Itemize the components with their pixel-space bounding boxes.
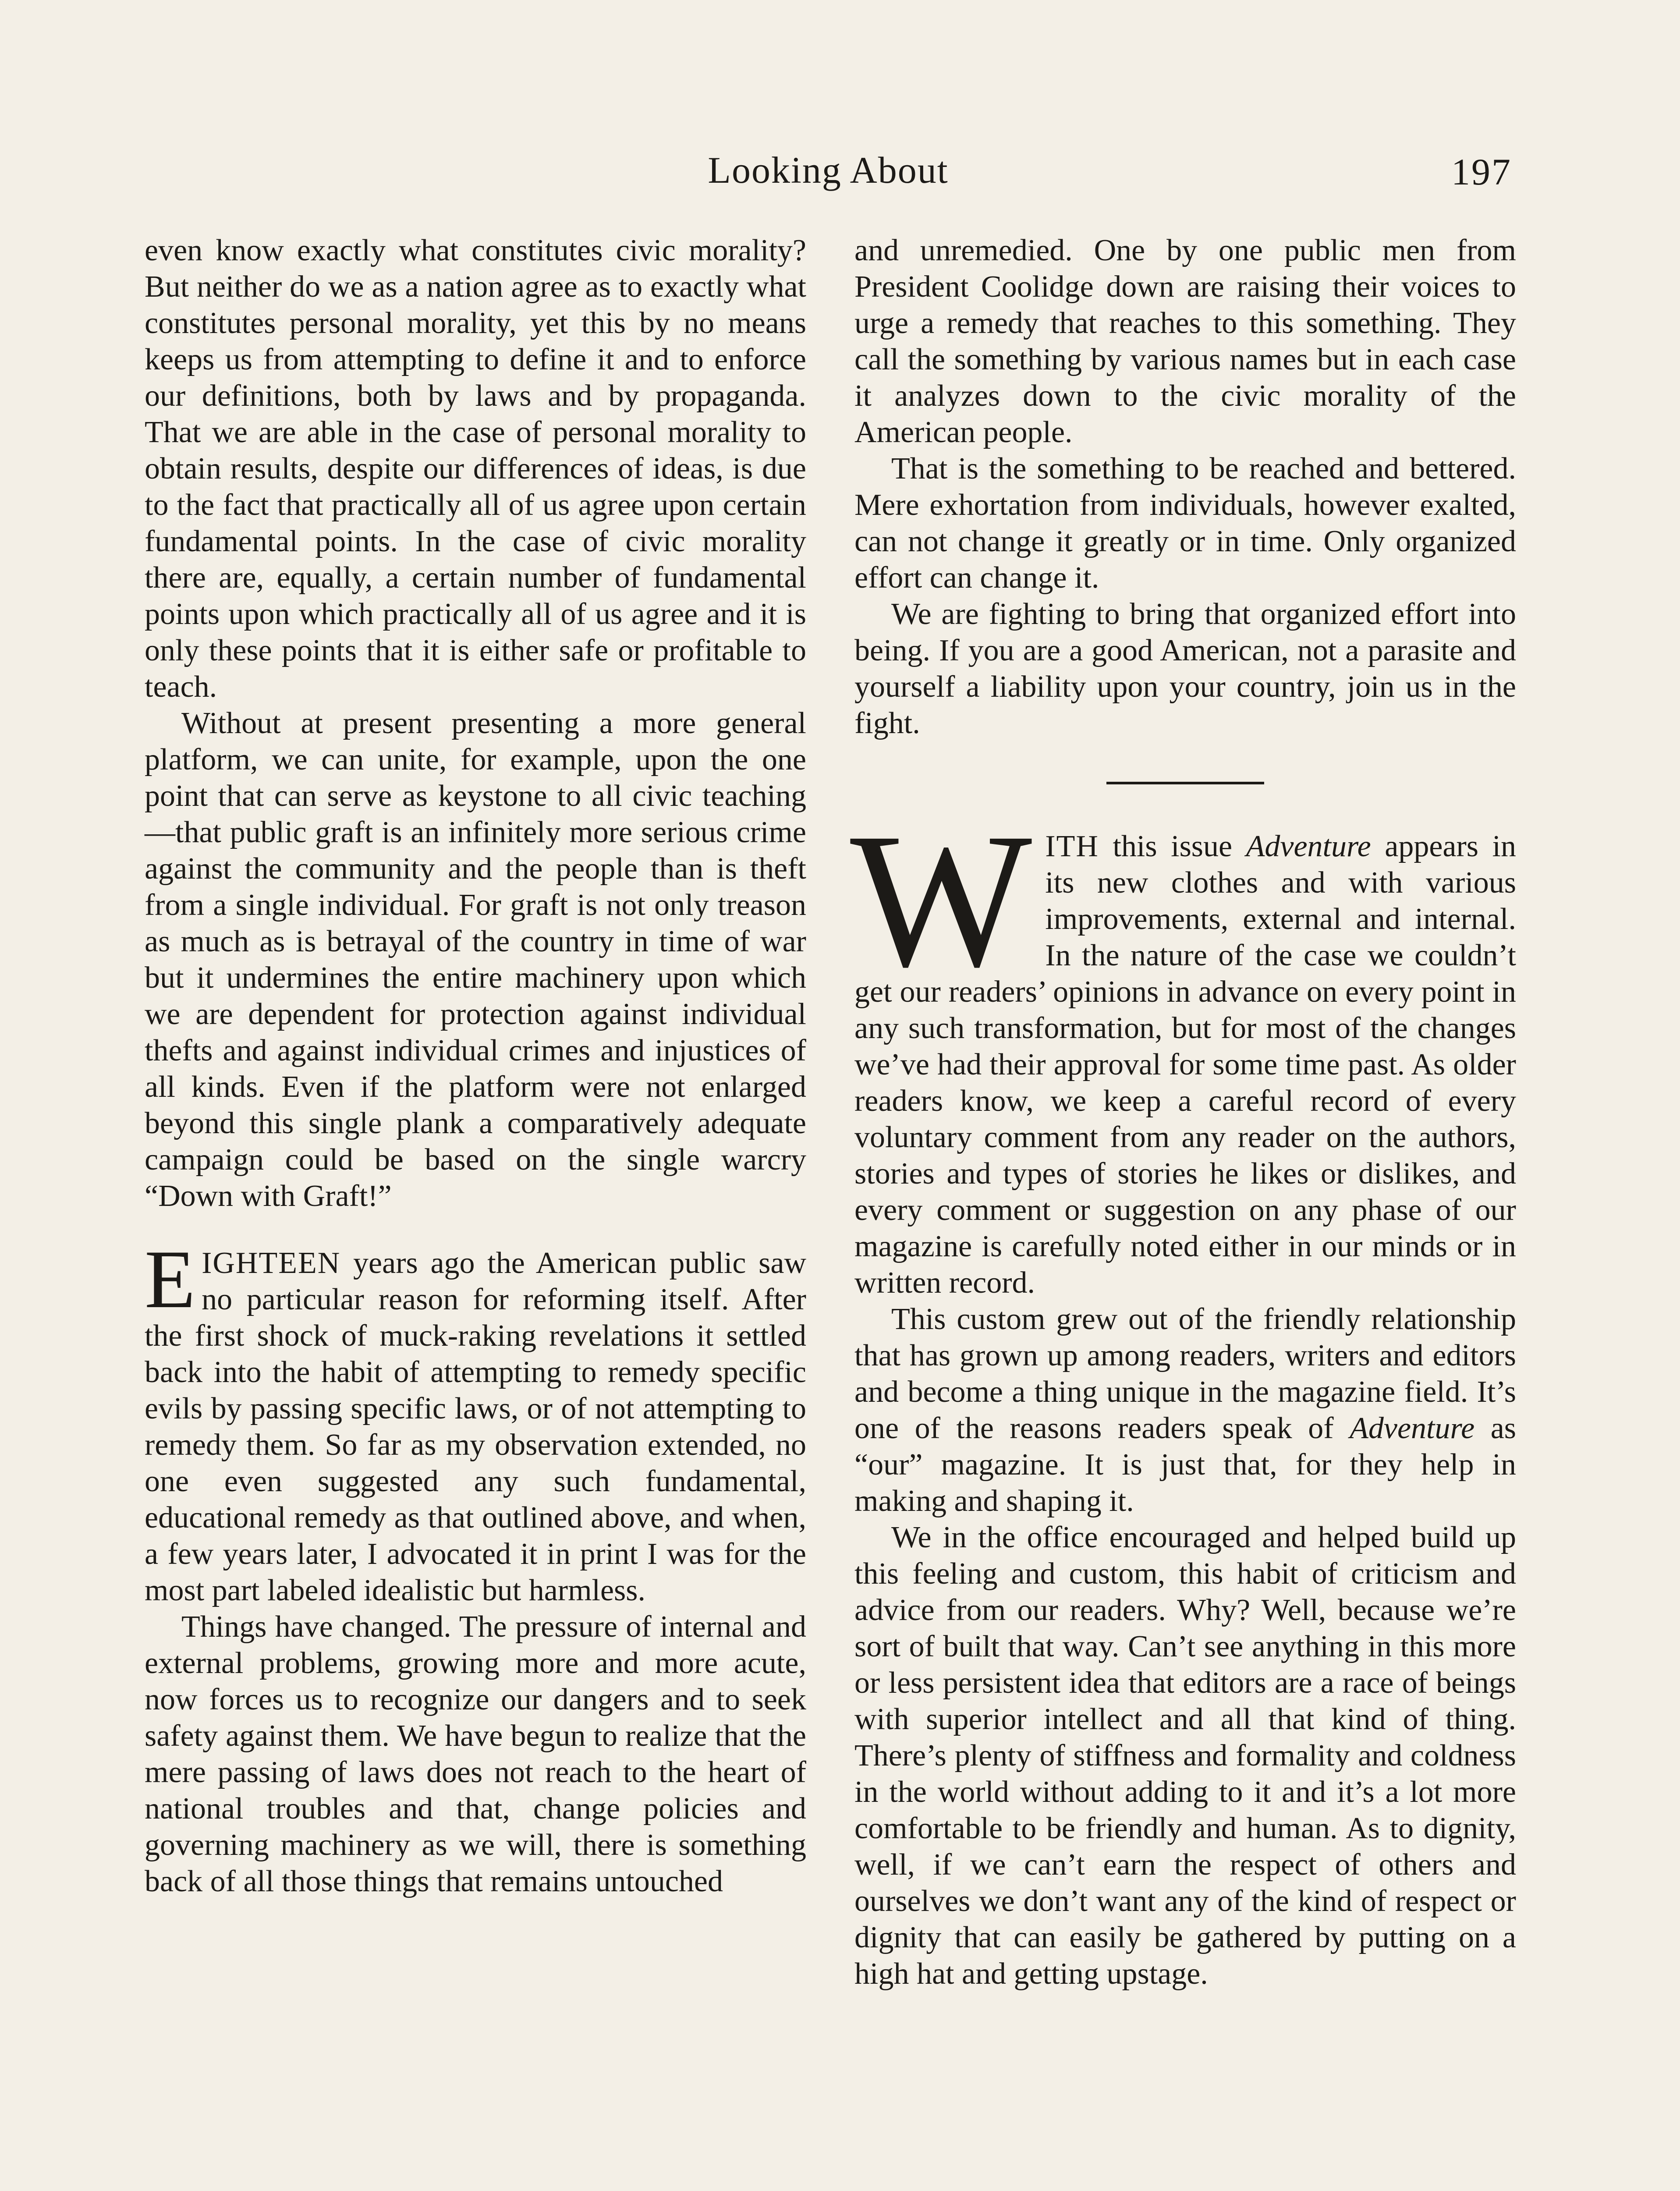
right-paragraph-4-text-b: appears in its new clothes and with various improvements, external and internal. In the nature of the case we couldn’t get our readers’ opinions in advance on every point in any such transformation, but for most of the changes we’ve had their approval for some time past. As older readers know, we keep a careful record of every voluntary comment from any reader on the authors, stories and types of stories he likes or dislikes, and every comment or suggestion on any phase of our magazine is carefully noted either in our minds or in written record.	[854, 830, 1516, 1300]
right-column	[850, 232, 1517, 1992]
right-paragraph-5-text-a: This custom grew out of the friendly relationship that has grown up among readers, writers and editors and become a thing unique in the magazine field. It’s one of the reasons readers speak of	[854, 1302, 1516, 1445]
right-paragraph-2: That is the something to be reached and bettered. Mere exhortation from individuals, however exalted, can not change it greatly or in time. Only organized effort can change it.	[854, 452, 1516, 595]
left-paragraph-3	[145, 1234, 806, 1609]
section-gap	[145, 1214, 806, 1245]
page-number: 197	[1451, 151, 1512, 193]
right-paragraph-3: We are fighting to bring that organized effort into being. If you are a good American, not a parasite and yourself a liability upon your country, join us in the fight.	[854, 597, 1516, 740]
left-paragraph-2: Without at present presenting a more general platform, we can unite, for example, upon the one point that can serve as keystone to all civic teaching—that public graft is an infinitely more serious crime against the community and the people than is theft from a single individual. For graft is not only treason as much as is betrayal of the country in time of war but it undermines the entire machinery upon which we are dependent for protection against individual thefts and against individual crimes and injustices of all kinds. Even if the platform were not enlarged beyond this single plank a comparatively adequate campaign could be based on the single warcry “Down with Graft!”	[145, 706, 806, 1213]
drop-cap-e: E	[145, 1234, 196, 1326]
left-paragraph-4: Things have changed. The pressure of internal and external problems, growing more and more acute, now forces us to recognize our dangers and to seek safety against them. We have begun to realize that the mere passing of laws does not reach to the heart of national troubles and that, change policies and governing machinery as we will, there is something back of all those things that remains untouched	[145, 1610, 806, 1898]
right-paragraph-5-text-b: as “our” magazine. It is just that, for they help in making and shaping it.	[854, 1411, 1517, 1518]
page-title: Looking About	[708, 149, 949, 191]
section-divider-rule	[1106, 782, 1264, 784]
drop-cap-w: W	[850, 794, 1032, 1007]
left-paragraph-3-text: years ago the American public saw no particular reason for reforming itself. After the first shock of muck-raking revelations it settled back into the habit of attempting to remedy specific evils by passing specific laws, or of not attempting to remedy them. So far as my observation extended, no one even suggested any such fundamental, educational remedy as that outlined above, and when, a few years later, I advocated it in print I was for the most part labeled idealistic but harmless.	[145, 1246, 806, 1607]
running-header	[145, 145, 1512, 202]
small-caps-lead: ITH	[1045, 830, 1099, 863]
right-paragraph-5	[854, 1301, 1516, 1519]
small-caps-lead: IGHTEEN	[202, 1246, 341, 1280]
left-paragraph-1: even know exactly what constitutes civic morality? But neither do we as a nation agree as to exactly what constitutes personal morality, yet this by no means keeps us from attempting to define it and to enforce our definitions, both by laws and by propaganda. That we are able in the case of personal morality to obtain results, despite our differences of ideas, is due to the fact that practically all of us agree upon certain fundamental points. In the case of civic morality there are, equally, a certain number of fundamental points upon which practically all of us agree and it is only these points that it is either safe or profitable to teach.	[145, 234, 806, 704]
right-paragraph-1: and unremedied. One by one public men from President Coolidge down are raising their voices to urge a remedy that reaches to this something. They call the something by various names but in each case it analyzes down to the civic morality of the American people.	[854, 234, 1516, 449]
right-paragraph-6: We in the office encouraged and helped build up this feeling and custom, this habit of criticism and advice from our readers. Why? Well, because we’re sort of built that way. Can’t see anything in this more or less persistent idea that editors are a race of beings with superior intellect and all that kind of thing. There’s plenty of stiffness and formality and coldness in the world without adding to it and it’s a lot more comfortable to be friendly and human. As to dignity, well, if we can’t earn the respect of others and ourselves we don’t want any of the kind of respect or dignity that can easily be gathered by putting on a high hat and getting upstage.	[854, 1521, 1516, 1991]
right-paragraph-4-text-a: this issue	[1099, 830, 1246, 863]
magazine-name-italic: Adventure	[1350, 1411, 1475, 1445]
right-paragraph-4	[850, 794, 1516, 1301]
left-column	[145, 232, 806, 1900]
magazine-name-italic: Adventure	[1246, 830, 1371, 863]
